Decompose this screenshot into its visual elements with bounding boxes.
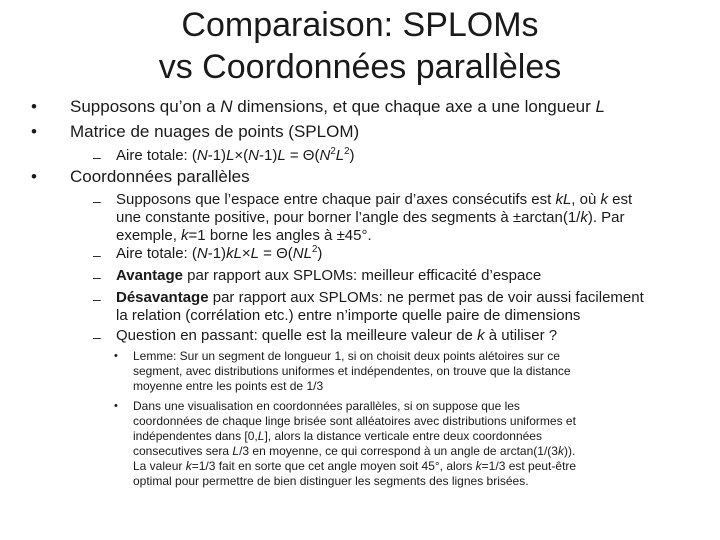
splom-area: Aire totale: $(N-1)L\times(N-1)L = \Theta(N^2L^2)$ — [116, 146, 355, 164]
lemma-line-1: Lemme: Sur un segment de longueur 1, si on choisit deux points alétoires sur ce — [133, 349, 560, 363]
bullet-parallel-coords: Coordonnées parallèles — [70, 167, 250, 186]
bullet-marker: • — [31, 167, 37, 186]
sub-bullet-marker: – — [93, 291, 101, 307]
visual-line-1: Dans une visualisation en coordonnées parallèles, si on suppose que les — [133, 399, 520, 413]
spacing-line-2: une constante positive, pour borner l’angle des segments à ±arctan(1/k). Par — [116, 209, 625, 226]
bullet-splom: Matrice de nuages de points (SPLOM) — [70, 122, 360, 141]
visual-line-6: optimal pour permettre de bien distinguer les segments des lignes brisées. — [133, 474, 529, 488]
sub-bullet-marker: – — [93, 193, 101, 209]
lemma-line-3: moyenne entre les points est de 1/3 — [133, 379, 324, 393]
parallel-area: Aire totale: $(N-1)kL\times L = \Theta(NL^2)$ — [116, 244, 323, 262]
sub-bullet-marker: – — [93, 247, 101, 263]
spacing-line-1: Supposons que l’espace entre chaque pair d’axes consécutifs est kL, où k est — [116, 191, 633, 208]
visual-line-2: coordonnées de chaque linge brisée sont alléatoires avec distributions uniformes et — [133, 414, 576, 428]
sub-bullet-marker: – — [93, 269, 101, 285]
sub-sub-bullet-marker: • — [114, 350, 118, 362]
bullet-marker: • — [31, 97, 37, 116]
slide-title — [0, 4, 720, 88]
disadvantage-line-2: la relation (corrélation etc.) entre n’importe quelle paire de dimensions — [116, 307, 581, 324]
sub-sub-bullet-marker: • — [114, 400, 118, 412]
bullet-dimensions: Supposons qu’on a N dimensions, et que chaque axe a une longueur L — [70, 97, 605, 116]
visual-line-4: consecutives sera L/3 en moyenne, ce qui correspond à un angle de arctan(1/(3k)). — [133, 444, 576, 458]
title-line-2: vs Coordonnées parallèles — [158, 48, 562, 86]
lemma-line-2: segment, avec distributions uniformes et indépendentes, on trouve que la distance — [133, 364, 571, 378]
visual-line-5: La valeur k=1/3 fait en sorte que cet angle moyen soit 45°, alors k=1/3 est peut-être — [133, 459, 577, 473]
sub-bullet-marker: – — [93, 149, 101, 165]
visual-line-3: indépendentes dans [0,L], alors la distance verticale entre deux coordonnées — [133, 429, 542, 443]
spacing-line-3: exemple, k=1 borne les angles à ±45°. — [116, 227, 372, 244]
sub-bullet-marker: – — [93, 329, 101, 345]
bullet-marker: • — [31, 122, 37, 141]
title-line-1: Comparaison: SPLOMs — [181, 6, 539, 44]
advantage-line: Avantage par rapport aux SPLOMs: meilleur efficacité d’espace — [116, 267, 542, 284]
disadvantage-line-1: Désavantage par rapport aux SPLOMs: ne permet pas de voir aussi facilement — [116, 289, 644, 306]
question-line: Question en passant: quelle est la meilleure valeur de k à utiliser ? — [116, 327, 558, 344]
